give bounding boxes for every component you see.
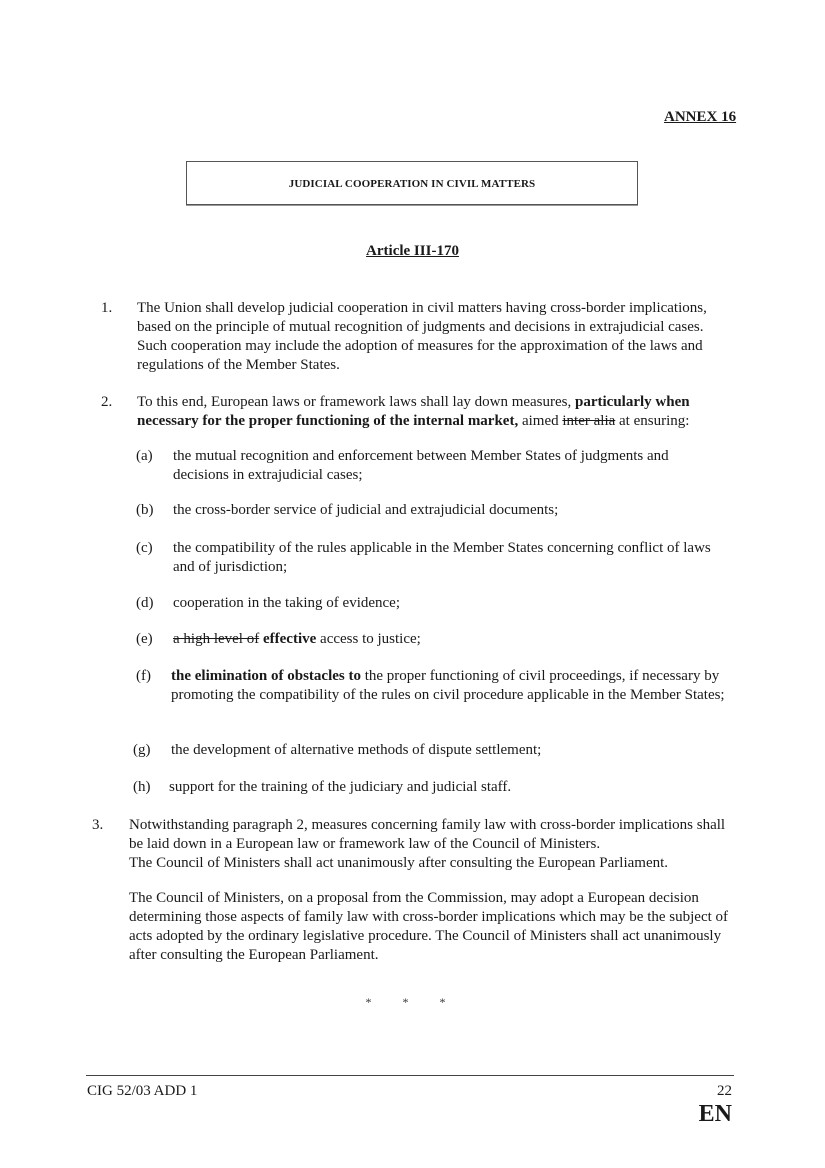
section-title-box bbox=[186, 161, 638, 205]
item-e-bold: effective bbox=[259, 631, 317, 647]
item-b-label: (b) bbox=[136, 502, 154, 518]
item-e-strike: a high level of bbox=[173, 631, 260, 647]
paragraph-2-intro-text: To this end, European laws or framework laws shall lay down measures, bbox=[137, 394, 576, 410]
annex-label: ANNEX 16 bbox=[664, 109, 737, 125]
paragraph-3-text-2: The Council of Ministers shall act unanimously after consulting the European Parliament. bbox=[129, 855, 669, 871]
item-f-label: (f) bbox=[136, 668, 151, 684]
item-h-label: (h) bbox=[133, 779, 151, 795]
page-number: 22 bbox=[717, 1083, 732, 1099]
paragraph-2-intro-bold: particularly when necessary for the proper functioning of the internal market, bbox=[137, 394, 690, 429]
item-f-bold: the elimination of obstacles to bbox=[171, 668, 361, 684]
item-f-rest: the proper functioning of civil proceedings, if necessary by promoting the compatibility of the rules on civil procedure applicable in the Member States; bbox=[171, 668, 725, 703]
paragraph-2-number: 2. bbox=[101, 394, 113, 410]
paragraph-3-text-3: The Council of Ministers, on a proposal from the Commission, may adopt a European decision determining those aspects of family law with cross-border implications which may be the subject of acts adopted by the ordinary legislative procedure. The Council of Ministers shall act unanimously after consulting the European Parliament. bbox=[129, 890, 729, 963]
item-a-label: (a) bbox=[136, 448, 153, 464]
article-title: Article III-170 bbox=[366, 243, 459, 259]
paragraph-2-intro-text-c: at ensuring: bbox=[615, 413, 690, 429]
section-separator: * * * bbox=[365, 995, 460, 1009]
paragraph-1-text: The Union shall develop judicial cooperation in civil matters having cross-border implications, based on the principle of mutual recognition of judgments and decisions in extrajudicial cases. Such cooperation may include the adoption of measures for the approximation of the laws and regulations of the Member States. bbox=[137, 300, 707, 373]
item-c-text: the compatibility of the rules applicable in the Member States concerning conflict of laws and of jurisdiction; bbox=[173, 540, 711, 575]
paragraph-3-text: Notwithstanding paragraph 2, measures concerning family law with cross-border implications shall be laid down in a European law or framework law of the Council of Ministers. bbox=[129, 817, 726, 852]
item-e-rest: access to justice; bbox=[316, 631, 421, 647]
item-h-text: support for the training of the judiciary and judicial staff. bbox=[169, 779, 512, 795]
paragraph-2-intro-strike: inter alia bbox=[562, 413, 616, 429]
paragraph-2-intro bbox=[137, 393, 737, 431]
item-b-text: the cross-border service of judicial and extrajudicial documents; bbox=[173, 502, 559, 518]
item-c-label: (c) bbox=[136, 540, 153, 556]
item-f-text bbox=[171, 667, 739, 705]
section-title: JUDICIAL COOPERATION IN CIVIL MATTERS bbox=[288, 178, 536, 190]
paragraph-2-intro-text-b: aimed bbox=[518, 413, 563, 429]
footer-rule bbox=[86, 1075, 734, 1076]
item-d-text: cooperation in the taking of evidence; bbox=[173, 595, 400, 611]
item-g-text: the development of alternative methods of dispute settlement; bbox=[171, 742, 542, 758]
item-g-label: (g) bbox=[133, 742, 151, 758]
document-reference: CIG 52/03 ADD 1 bbox=[87, 1083, 198, 1099]
item-e-label: (e) bbox=[136, 631, 153, 647]
paragraph-3-number: 3. bbox=[92, 817, 104, 833]
item-a-text: the mutual recognition and enforcement between Member States of judgments and decisions in extrajudicial cases; bbox=[173, 448, 669, 483]
item-d-label: (d) bbox=[136, 595, 154, 611]
item-e-text bbox=[173, 630, 743, 649]
paragraph-1-number: 1. bbox=[101, 300, 113, 316]
language-code: EN bbox=[698, 1101, 732, 1127]
